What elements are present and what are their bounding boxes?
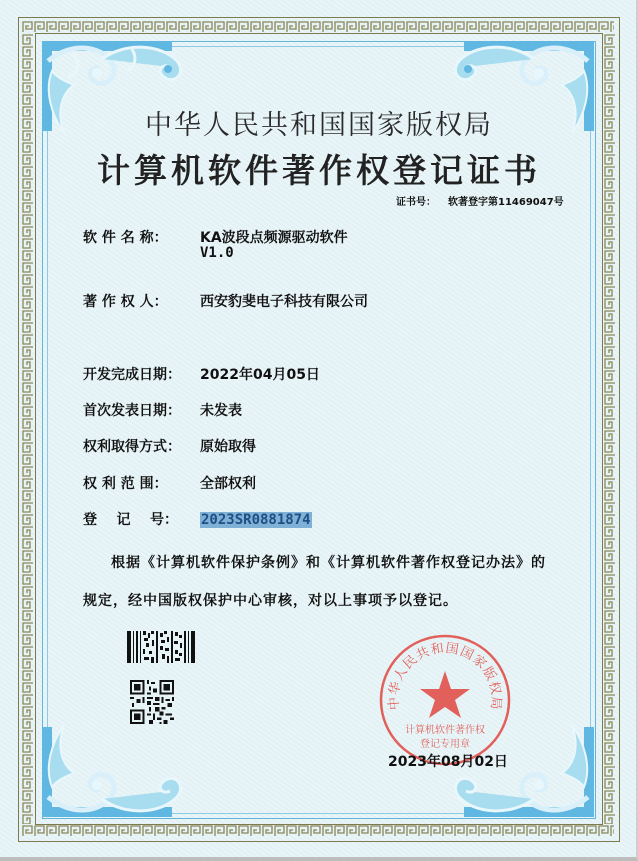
field-value: 全部权利: [200, 476, 256, 492]
field-value: 2022年04月05日: [200, 367, 320, 383]
field-software-name: [83, 227, 348, 247]
field-label: 登 记 号：: [83, 512, 178, 528]
field-first-publication-date: [83, 400, 242, 420]
field-label: 软 件 名 称：: [83, 230, 168, 246]
field-label: 著 作 权 人：: [83, 294, 168, 310]
field-value: 西安豹斐电子科技有限公司: [200, 294, 368, 310]
star-icon: [420, 671, 470, 718]
greek-key-border-bottom: [22, 824, 614, 837]
field-registration-no: [83, 509, 312, 529]
qr-code-icon: [130, 680, 174, 724]
certificate-title: 计算机软件著作权登记证书: [97, 151, 541, 190]
certificate-number: [396, 193, 564, 208]
field-label: 权利取得方式：: [83, 439, 181, 455]
field-label: 首次发表日期：: [83, 403, 181, 419]
greek-key-border-top: [22, 20, 614, 33]
field-completion-date: [83, 364, 320, 384]
certificate-number-value: 软著登字第11469047号: [448, 197, 564, 208]
statement-line-2: 规定，经中国版权保护中心审核，对以上事项予以登记。: [83, 593, 458, 609]
seal-ring-text: 中华人民共和国国家版权局: [386, 641, 504, 711]
software-version: V1.0: [200, 245, 234, 261]
field-value: 原始取得: [200, 439, 256, 455]
registration-number-value[interactable]: 2023SR0881874: [201, 512, 311, 528]
field-value: KA波段点频源驱动软件: [200, 230, 348, 246]
seal-inner-line-1: 计算机软件著作权: [405, 725, 485, 736]
certificate-number-label: 证书号：: [396, 197, 436, 208]
field-acquisition-method: [83, 436, 256, 456]
field-copyright-owner: [83, 291, 368, 311]
field-label: 开发完成日期：: [83, 367, 181, 383]
seal-inner-line-2: 登记专用章: [420, 739, 470, 750]
statement-line-1: 根据《计算机软件保护条例》和《计算机软件著作权登记办法》的: [111, 555, 546, 571]
official-seal: [378, 633, 512, 767]
field-label: 权 利 范 围：: [83, 476, 168, 492]
field-rights-scope: [83, 473, 256, 493]
issue-date: 2023年08月02日: [388, 754, 508, 770]
field-value: 未发表: [200, 403, 242, 419]
corner-ornament-icon: [42, 717, 192, 817]
barcode-icon: [127, 631, 195, 663]
issuer-title: 中华人民共和国国家版权局: [145, 110, 493, 141]
